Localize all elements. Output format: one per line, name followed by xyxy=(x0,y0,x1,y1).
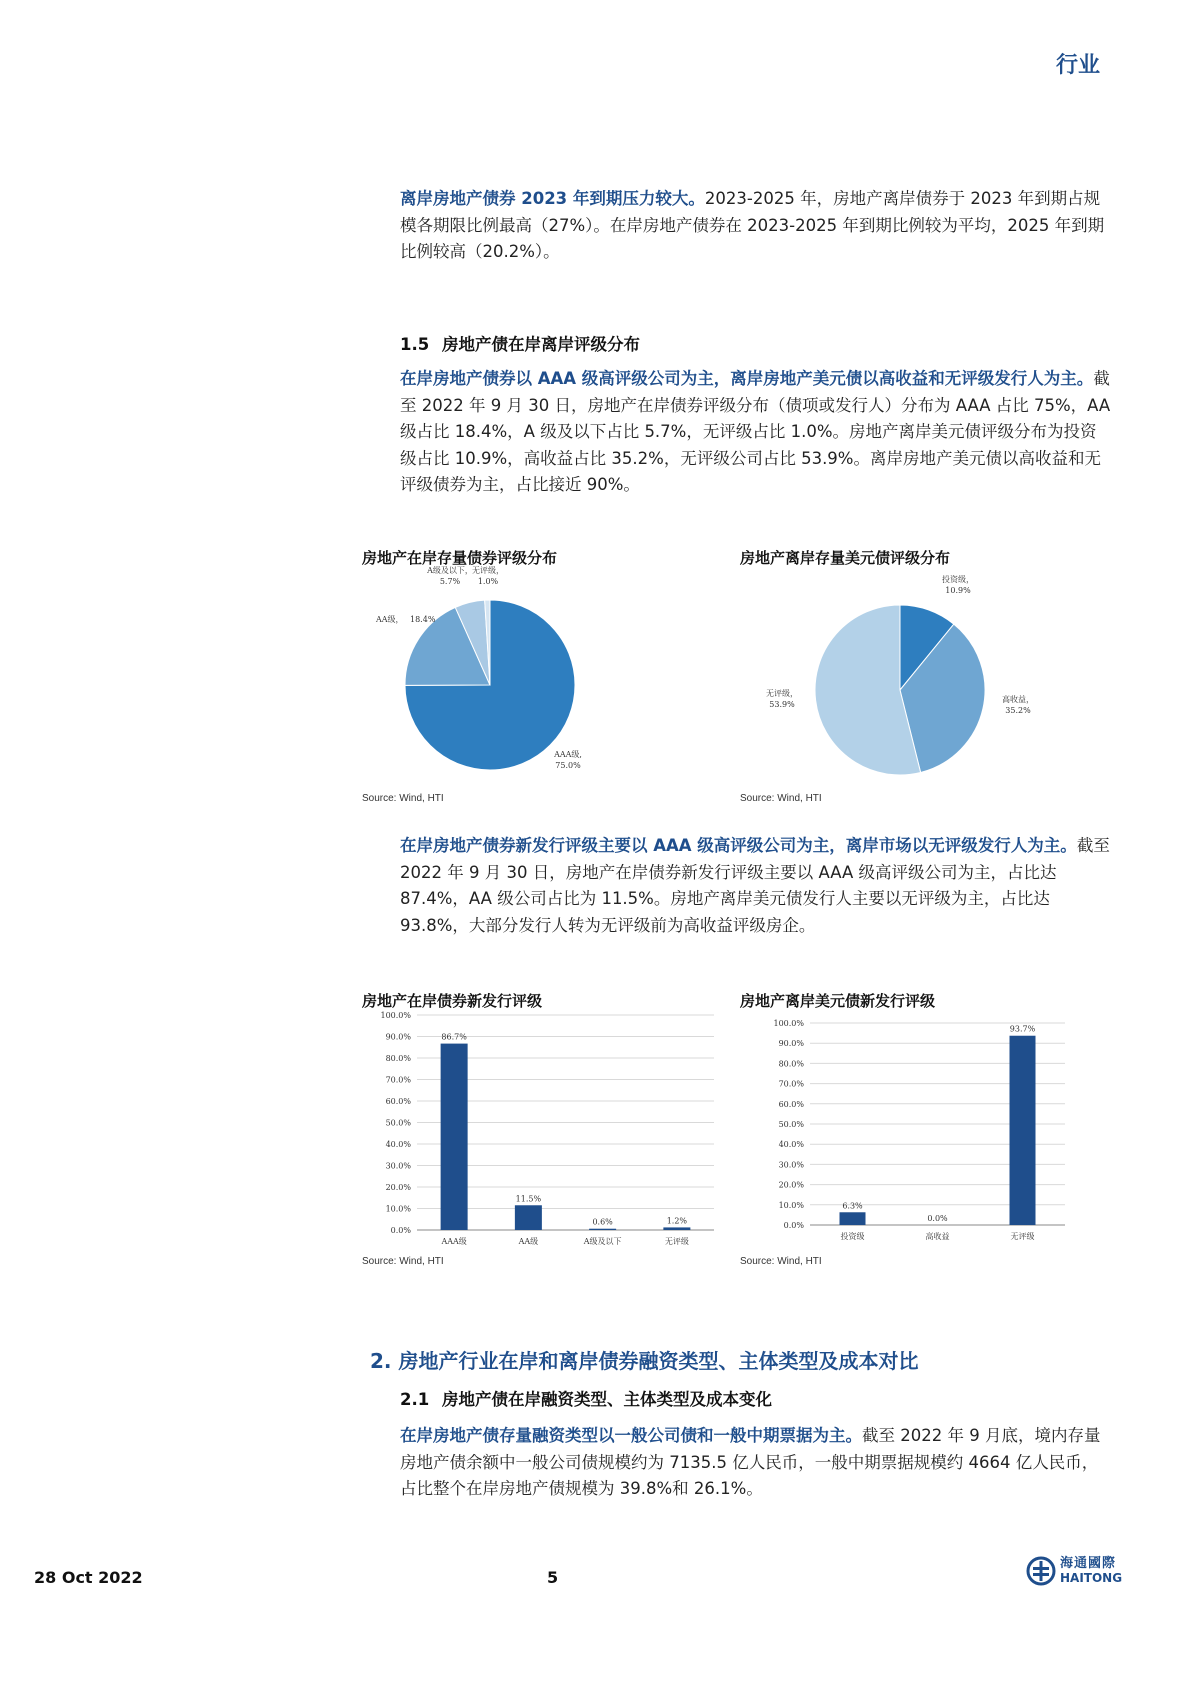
offshore-bar-ytick-10: 100.0% xyxy=(773,1019,804,1028)
onshore-rating-chart-title: 房地产在岸存量债券评级分布 xyxy=(362,549,558,567)
offshore-pie-slice-label-value-0: 10.9% xyxy=(945,586,971,595)
onshore-bar-ytick-1: 10.0% xyxy=(385,1204,411,1214)
offshore-pie-slice-label-name-0: 投资级， xyxy=(942,575,974,584)
onshore-bar-ytick-4: 40.0% xyxy=(385,1140,411,1149)
onshore-new-issue-chart-title: 房地产在岸债券新发行评级 xyxy=(362,992,543,1010)
section-2-1-heading xyxy=(400,1386,772,1410)
header-sector-label: 行业 xyxy=(1055,53,1100,78)
onshore-bar-bar-0 xyxy=(441,1044,468,1230)
onshore-bar-bar-2 xyxy=(589,1229,616,1230)
offshore-new-issue-chart-title: 房地产离岸美元债新发行评级 xyxy=(740,992,936,1010)
offshore-pie-slice-label-value-1: 35.2% xyxy=(1005,706,1031,715)
onshore-bar-value-label-2: 0.6% xyxy=(592,1217,613,1227)
offshore-bar-bar-0 xyxy=(840,1212,866,1225)
new-issue-body: 截至 2022 年 9 月 30 日，房地产在岸债券新发行评级主要以 AAA 级高评级公司为主，占比达 87.4%，AA 级公司占比为 11.5%。房地产离岸美元债发行人主要以无评级为主，占比达 93.8%，大部分发行人转为无评级前为高收益评级房企。 xyxy=(400,836,1110,935)
section-1-5-title: 房地产债在岸离岸评级分布 xyxy=(442,335,640,354)
section-2-1-number: 2.1 xyxy=(400,1390,430,1409)
onshore-bar-ytick-8: 80.0% xyxy=(385,1054,411,1063)
onshore-rating-source: Source: Wind, HTI xyxy=(362,793,444,804)
onshore-pie-slice-label-value-2: 5.7% xyxy=(439,577,461,586)
financing-body: 截至 2022 年 9 月底，境内存量房地产债余额中一般公司债规模约为 7135.5 亿人民币，一般中期票据规模约 4664 亿人民币，占比整个在岸房地产债规模为 39.8%和 26.1%。 xyxy=(400,1426,1101,1498)
rating-lead: 在岸房地产债券以 AAA 级高评级公司为主，离岸房地产美元债以高收益和无评级发行人为主。 xyxy=(400,369,1094,388)
onshore-bar-ytick-2: 20.0% xyxy=(385,1183,411,1192)
new-issue-paragraph xyxy=(400,833,1113,939)
onshore-pie-slice-label-value-1: 18.4% xyxy=(410,615,436,624)
haitong-logo xyxy=(1026,1556,1122,1586)
offshore-bar-ytick-5: 50.0% xyxy=(778,1120,804,1129)
offshore-bar-ytick-3: 30.0% xyxy=(778,1160,804,1170)
offshore-bar-xtick-2: 无评级 xyxy=(1010,1232,1035,1241)
offshore-rating-source: Source: Wind, HTI xyxy=(740,793,822,804)
financing-lead: 在岸房地产债存量融资类型以一般公司债和一般中期票据为主。 xyxy=(400,1426,862,1445)
section-2-heading: 2. 房地产行业在岸和离岸债券融资类型、主体类型及成本对比 xyxy=(370,1349,919,1373)
onshore-new-issue-source: Source: Wind, HTI xyxy=(362,1256,444,1267)
onshore-pie-slice-label-name-1: AA级， xyxy=(376,615,404,624)
onshore-new-issue-bar-chart xyxy=(362,1005,722,1255)
logo-english-name: HAITONG xyxy=(1060,1571,1123,1585)
onshore-bar-bar-3 xyxy=(663,1227,690,1230)
offshore-bar-xtick-0: 投资级 xyxy=(840,1232,865,1241)
intro-body: 2023-2025 年，房地产离岸债券于 2023 年到期占规模各期限比例最高（27%）。在岸房地产债券在 2023-2025 年到期比例较为平均，2025 年到期比例较高（20.2%）。 xyxy=(400,189,1105,261)
offshore-bar-ytick-4: 40.0% xyxy=(778,1140,804,1150)
onshore-bar-xtick-0: AAA级 xyxy=(441,1237,467,1246)
footer-date: 28 Oct 2022 xyxy=(34,1568,143,1587)
onshore-bar-xtick-1: AA级 xyxy=(518,1237,539,1246)
offshore-pie-slice-label-value-2: 53.9% xyxy=(769,700,795,709)
onshore-bar-ytick-0: 0.0% xyxy=(390,1226,411,1235)
offshore-bar-ytick-0: 0.0% xyxy=(783,1221,804,1230)
onshore-bar-ytick-10: 100.0% xyxy=(380,1011,411,1020)
onshore-bar-value-label-3: 1.2% xyxy=(666,1216,688,1226)
offshore-bar-value-label-1: 0.0% xyxy=(927,1214,948,1223)
offshore-bar-ytick-2: 20.0% xyxy=(778,1180,804,1190)
offshore-bar-ytick-1: 10.0% xyxy=(778,1200,804,1210)
onshore-pie-slice-label-name-0: AAA级, xyxy=(554,750,582,759)
logo-chinese-name: 海通國際 xyxy=(1060,1556,1117,1571)
onshore-bar-ytick-3: 30.0% xyxy=(385,1161,411,1171)
offshore-new-issue-source: Source: Wind, HTI xyxy=(740,1256,822,1267)
section-1-5-heading xyxy=(400,331,640,355)
onshore-bar-ytick-5: 50.0% xyxy=(385,1118,411,1128)
onshore-pie-slice-label-name-3: 无评级， xyxy=(472,566,504,575)
offshore-bar-ytick-9: 90.0% xyxy=(778,1039,804,1049)
offshore-bar-xtick-1: 高收益 xyxy=(925,1232,950,1241)
intro-paragraph xyxy=(400,186,1113,266)
offshore-rating-pie-chart xyxy=(740,565,1080,785)
offshore-bar-ytick-6: 60.0% xyxy=(778,1099,804,1109)
onshore-bar-value-label-0: 86.7% xyxy=(441,1032,467,1042)
onshore-pie-slice-label-value-0: 75.0% xyxy=(555,761,581,770)
offshore-bar-ytick-7: 70.0% xyxy=(778,1079,804,1089)
section-2-1-title: 房地产债在岸融资类型、主体类型及成本变化 xyxy=(442,1390,772,1409)
onshore-pie-slice-label-name-2: A级及以下， xyxy=(427,566,473,575)
new-issue-lead: 在岸房地产债券新发行评级主要以 AAA 级高评级公司为主，离岸市场以无评级发行人为主。 xyxy=(400,836,1077,855)
offshore-bar-value-label-2: 93.7% xyxy=(1009,1024,1036,1034)
onshore-bar-xtick-2: A级及以下 xyxy=(583,1237,622,1246)
onshore-bar-value-label-1: 11.5% xyxy=(515,1194,542,1204)
financing-paragraph xyxy=(400,1423,1113,1503)
rating-body: 截至 2022 年 9 月 30 日，房地产在岸债券评级分布（债项或发行人）分布为 AAA 占比 75%，AA 级占比 18.4%，A 级及以下占比 5.7%，无评级占比 1.0%。房地产离岸美元债评级分布为投资级占比 10.9%，高收益占比 35.2%，无评级公司占比 53.9%。离岸房地产美元债以高收益和无评级债券为主，占比接近 90%。 xyxy=(400,369,1111,494)
onshore-bar-ytick-6: 60.0% xyxy=(385,1097,411,1106)
onshore-bar-xtick-3: 无评级 xyxy=(664,1237,689,1246)
offshore-bar-value-label-0: 6.3% xyxy=(842,1201,863,1211)
rating-paragraph xyxy=(400,366,1113,499)
footer-page-number: 5 xyxy=(547,1568,559,1587)
offshore-pie-slice-label-name-2: 无评级， xyxy=(766,689,798,698)
onshore-rating-pie-chart xyxy=(362,565,702,780)
onshore-pie-slice-label-value-3: 1.0% xyxy=(477,577,499,586)
offshore-new-issue-bar-chart xyxy=(740,1005,1080,1255)
offshore-pie-slice-label-name-1: 高收益， xyxy=(1002,695,1034,704)
intro-lead: 离岸房地产债券 2023 年到期压力较大。 xyxy=(400,189,705,208)
section-1-5-number: 1.5 xyxy=(400,335,430,354)
onshore-bar-ytick-7: 70.0% xyxy=(385,1075,411,1085)
onshore-bar-ytick-9: 90.0% xyxy=(385,1032,411,1042)
offshore-bar-ytick-8: 80.0% xyxy=(778,1059,804,1069)
offshore-rating-chart-title: 房地产离岸存量美元债评级分布 xyxy=(740,549,951,567)
haitong-logo-icon xyxy=(1026,1556,1056,1586)
offshore-bar-bar-2 xyxy=(1010,1036,1036,1225)
onshore-bar-bar-1 xyxy=(515,1205,542,1230)
